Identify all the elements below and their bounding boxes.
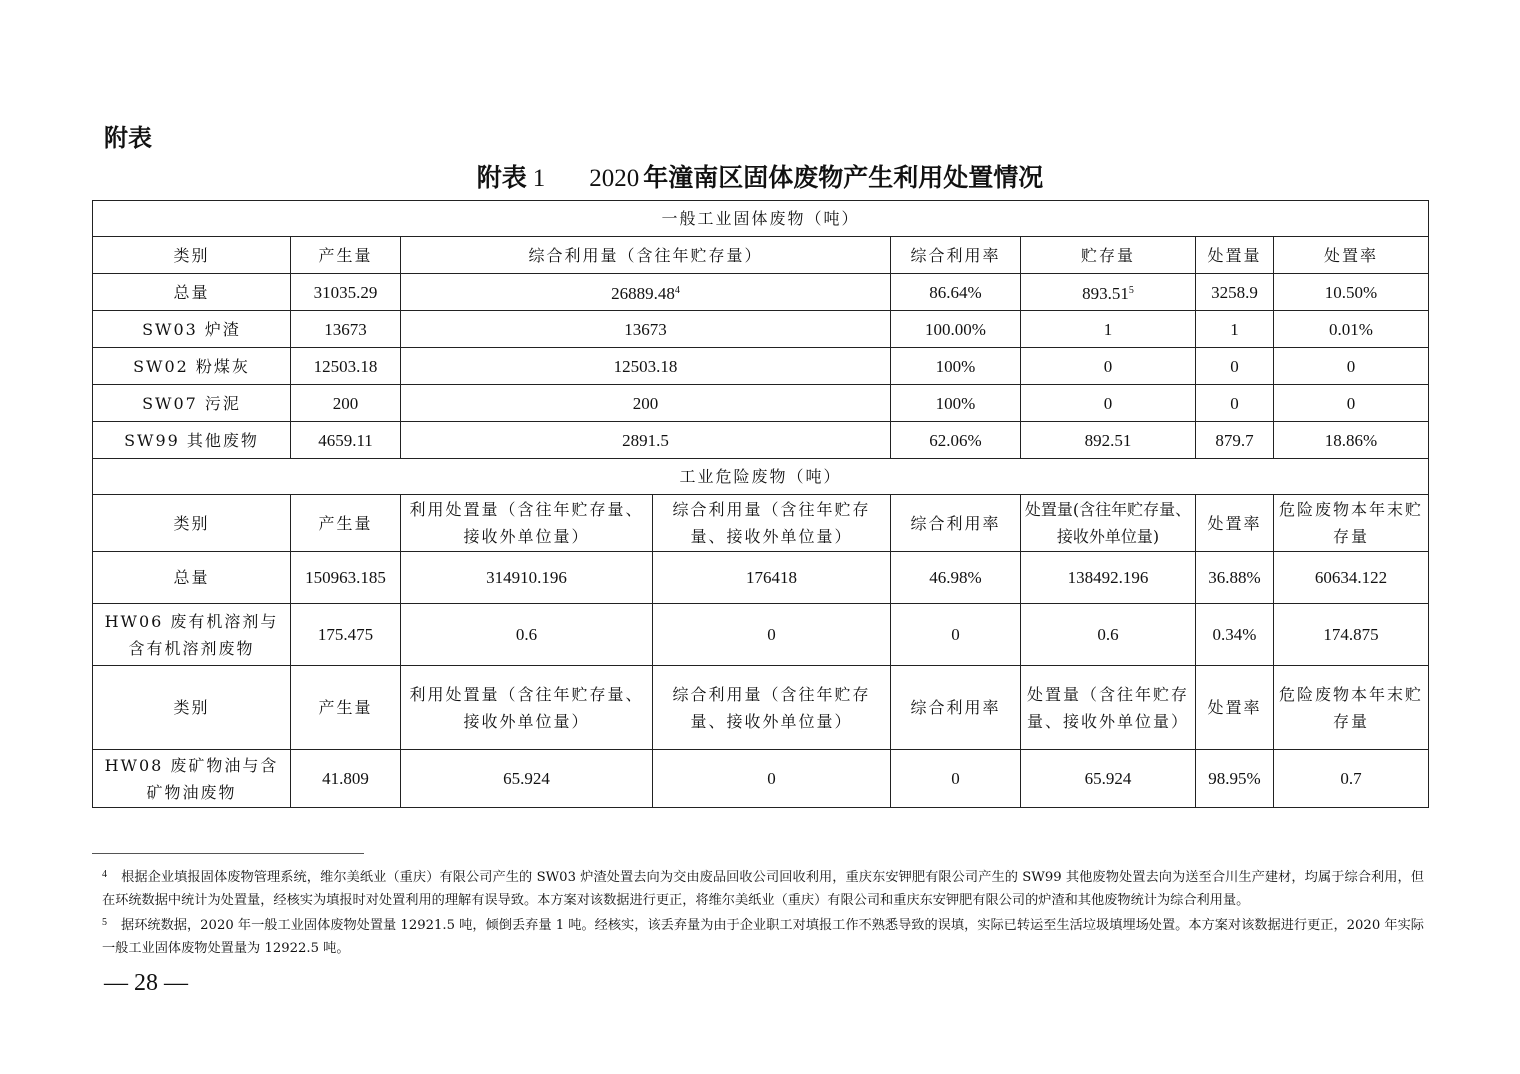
stored-cell: 892.51 bbox=[1021, 422, 1196, 459]
column-header: 危险废物本年末贮存量 bbox=[1274, 666, 1429, 750]
footnote bbox=[102, 864, 1424, 912]
column-header: 处置率 bbox=[1274, 237, 1429, 274]
disposed-cell: 1 bbox=[1196, 311, 1274, 348]
column-header: 产生量 bbox=[291, 495, 401, 552]
column-header: 处置率 bbox=[1196, 495, 1274, 552]
table-row bbox=[93, 274, 1429, 311]
produced-cell: 200 bbox=[291, 385, 401, 422]
category-cell: SW99 其他废物 bbox=[93, 422, 291, 459]
year-end-stock-cell: 0.7 bbox=[1274, 750, 1429, 808]
column-header: 综合利用量（含往年贮存量、接收外单位量） bbox=[653, 495, 891, 552]
disposal-rate-cell: 0.01% bbox=[1274, 311, 1429, 348]
produced-cell: 12503.18 bbox=[291, 348, 401, 385]
column-header: 处置量(含往年贮存量、接收外单位量) bbox=[1021, 495, 1196, 552]
footnote-text: 据环统数据，2020 年一般工业固体废物处置量 12921.5 吨，倾倒丢弃量 1 吨。经核实，该丢弃量为由于企业职工对填报工作不熟悉导致的误填，实际已转运至生活垃圾填埋场处置。本方案对该数据进行更正，2020 年实际一般工业固体废物处置量为 12922.5 吨。 bbox=[102, 918, 1424, 956]
use-disposal-cell: 65.924 bbox=[401, 750, 653, 808]
table-row bbox=[93, 422, 1429, 459]
section-label: 附表 bbox=[104, 124, 152, 152]
category-cell: SW03 炉渣 bbox=[93, 311, 291, 348]
produced-cell: 41.809 bbox=[291, 750, 401, 808]
general-section-header: 一般工业固体废物（吨） bbox=[93, 201, 1429, 237]
column-header: 类别 bbox=[93, 495, 291, 552]
table-row bbox=[93, 311, 1429, 348]
column-header: 利用处置量（含往年贮存量、接收外单位量） bbox=[401, 495, 653, 552]
waste-table bbox=[92, 200, 1429, 808]
table-row bbox=[93, 385, 1429, 422]
category-cell: SW07 污泥 bbox=[93, 385, 291, 422]
year-end-stock-cell: 60634.122 bbox=[1274, 552, 1429, 604]
table-row bbox=[93, 348, 1429, 385]
stored-cell: 0 bbox=[1021, 348, 1196, 385]
column-header: 处置率 bbox=[1196, 666, 1274, 750]
general-header-row bbox=[93, 237, 1429, 274]
table-title-text: 年潼南区固体废物产生利用处置情况 bbox=[643, 163, 1044, 192]
produced-cell: 13673 bbox=[291, 311, 401, 348]
hazardous-header-row-repeat bbox=[93, 666, 1429, 750]
stored-cell: 0 bbox=[1021, 385, 1196, 422]
rate-cell: 100.00% bbox=[891, 311, 1021, 348]
column-header: 产生量 bbox=[291, 666, 401, 750]
category-cell: HW06 废有机溶剂与含有机溶剂废物 bbox=[93, 604, 291, 666]
table-title bbox=[0, 158, 1520, 194]
table-row bbox=[93, 604, 1429, 666]
stored-value: 893.51 bbox=[1082, 284, 1129, 303]
rate-cell: 100% bbox=[891, 385, 1021, 422]
utilized-value: 26889.48 bbox=[611, 284, 675, 303]
hazardous-header-row bbox=[93, 495, 1429, 552]
column-header: 处置量（含往年贮存量、接收外单位量） bbox=[1021, 666, 1196, 750]
rate-cell: 0 bbox=[891, 750, 1021, 808]
category-cell: 总量 bbox=[93, 552, 291, 604]
footnote-number: 4 bbox=[102, 869, 107, 880]
hazardous-section-header: 工业危险废物（吨） bbox=[93, 459, 1429, 495]
category-cell: HW08 废矿物油与含矿物油废物 bbox=[93, 750, 291, 808]
column-header: 综合利用量（含往年贮存量、接收外单位量） bbox=[653, 666, 891, 750]
disposal-rate-cell: 0 bbox=[1274, 348, 1429, 385]
utilized-cell: 176418 bbox=[653, 552, 891, 604]
column-header: 产生量 bbox=[291, 237, 401, 274]
utilized-cell: 13673 bbox=[401, 311, 891, 348]
column-header: 类别 bbox=[93, 666, 291, 750]
footnotes bbox=[102, 864, 1424, 960]
column-header: 危险废物本年末贮存量 bbox=[1274, 495, 1429, 552]
footnote-ref: 4 bbox=[674, 285, 680, 296]
disposed-cell: 65.924 bbox=[1021, 750, 1196, 808]
disposal-rate-cell: 0.34% bbox=[1196, 604, 1274, 666]
disposal-rate-cell: 36.88% bbox=[1196, 552, 1274, 604]
footnote-divider bbox=[92, 853, 364, 854]
disposed-cell: 3258.9 bbox=[1196, 274, 1274, 311]
rate-cell: 86.64% bbox=[891, 274, 1021, 311]
disposal-rate-cell: 10.50% bbox=[1274, 274, 1429, 311]
produced-cell: 150963.185 bbox=[291, 552, 401, 604]
disposal-rate-cell: 98.95% bbox=[1196, 750, 1274, 808]
disposal-rate-cell: 0 bbox=[1274, 385, 1429, 422]
column-header: 贮存量 bbox=[1021, 237, 1196, 274]
utilized-cell: 200 bbox=[401, 385, 891, 422]
footnote-number: 5 bbox=[102, 917, 107, 928]
utilized-cell: 0 bbox=[653, 604, 891, 666]
produced-cell: 175.475 bbox=[291, 604, 401, 666]
column-header: 处置量 bbox=[1196, 237, 1274, 274]
footnote-text: 根据企业填报固体废物管理系统，维尔美纸业（重庆）有限公司产生的 SW03 炉渣处置去向为交由废品回收公司回收利用，重庆东安钾肥有限公司产生的 SW99 其他废物处置去向为送至合川生产建材，均属于综合利用，但在环统数据中统计为处置量，经核实为填报时对处置利用的理解有误导致。本方案对该数据进行更正，将维尔美纸业（重庆）有限公司和重庆东安钾肥有限公司的炉渣和其他废物统计为综合利用量。 bbox=[102, 870, 1424, 908]
disposed-cell: 0.6 bbox=[1021, 604, 1196, 666]
produced-cell: 4659.11 bbox=[291, 422, 401, 459]
table-title-prefix: 附表 bbox=[476, 163, 527, 192]
footnote bbox=[102, 912, 1424, 960]
table-row bbox=[93, 552, 1429, 604]
column-header: 类别 bbox=[93, 237, 291, 274]
column-header: 综合利用率 bbox=[891, 237, 1021, 274]
rate-cell: 100% bbox=[891, 348, 1021, 385]
category-cell: SW02 粉煤灰 bbox=[93, 348, 291, 385]
rate-cell: 46.98% bbox=[891, 552, 1021, 604]
column-header: 综合利用率 bbox=[891, 495, 1021, 552]
column-header: 综合利用量（含往年贮存量） bbox=[401, 237, 891, 274]
table-title-year: 2020 bbox=[589, 165, 640, 192]
disposed-cell: 138492.196 bbox=[1021, 552, 1196, 604]
stored-cell bbox=[1021, 274, 1196, 311]
disposal-rate-cell: 18.86% bbox=[1274, 422, 1429, 459]
utilized-cell: 2891.5 bbox=[401, 422, 891, 459]
disposed-cell: 879.7 bbox=[1196, 422, 1274, 459]
produced-cell: 31035.29 bbox=[291, 274, 401, 311]
year-end-stock-cell: 174.875 bbox=[1274, 604, 1429, 666]
footnote-ref: 5 bbox=[1128, 285, 1134, 296]
table-title-number: 1 bbox=[532, 165, 546, 192]
stored-cell: 1 bbox=[1021, 311, 1196, 348]
utilized-cell bbox=[401, 274, 891, 311]
column-header: 综合利用率 bbox=[891, 666, 1021, 750]
utilized-cell: 0 bbox=[653, 750, 891, 808]
category-cell: 总量 bbox=[93, 274, 291, 311]
table-row bbox=[93, 750, 1429, 808]
rate-cell: 62.06% bbox=[891, 422, 1021, 459]
page-number: — 28 — bbox=[104, 970, 188, 996]
utilized-cell: 12503.18 bbox=[401, 348, 891, 385]
use-disposal-cell: 314910.196 bbox=[401, 552, 653, 604]
rate-cell: 0 bbox=[891, 604, 1021, 666]
column-header: 利用处置量（含往年贮存量、接收外单位量） bbox=[401, 666, 653, 750]
disposed-cell: 0 bbox=[1196, 385, 1274, 422]
use-disposal-cell: 0.6 bbox=[401, 604, 653, 666]
disposed-cell: 0 bbox=[1196, 348, 1274, 385]
